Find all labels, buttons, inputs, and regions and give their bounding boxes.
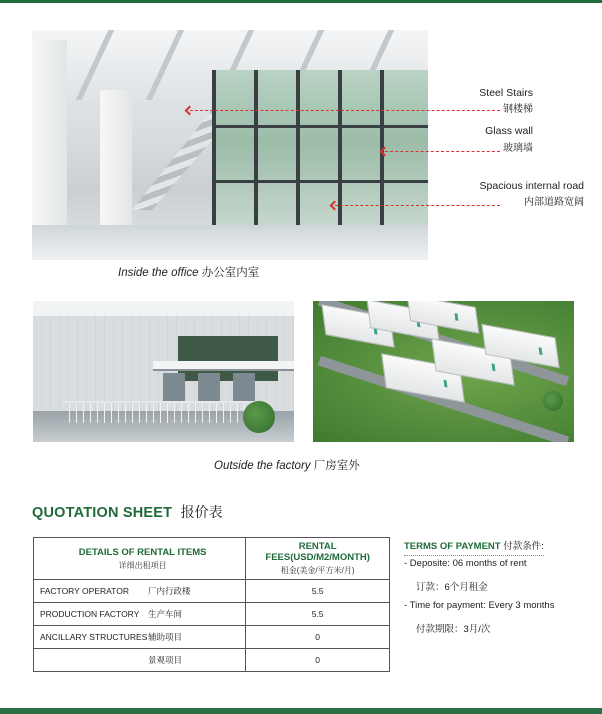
term-time-zh: 付款期限：3月/次 — [416, 624, 491, 635]
row-fee: 0 — [246, 626, 390, 649]
quotation-title-en: QUOTATION SHEET — [32, 505, 173, 521]
tree — [543, 391, 563, 411]
callout-road-zh: 内部道路宽阔 — [524, 197, 584, 208]
callout-stairs-en: Steel Stairs — [479, 87, 533, 99]
glass-transom — [212, 125, 428, 128]
factory-caption — [214, 457, 360, 473]
loading-door — [198, 373, 220, 403]
row-item-en: PRODUCTION FACTORY — [40, 609, 140, 619]
terms-title — [404, 538, 544, 556]
pillar — [100, 90, 132, 230]
header-fees-zh: 租金(美金/平方米/月) — [280, 566, 355, 575]
row-item-zh: 景观项目 — [148, 655, 183, 665]
term-deposit-en: - Deposite: 06 months of rent — [404, 558, 527, 569]
glass-wall — [212, 70, 428, 230]
header-items — [34, 538, 246, 580]
row-fee: 0 — [246, 649, 390, 672]
quotation-title-zh: 报价表 — [180, 504, 223, 520]
row-item — [34, 580, 246, 603]
callout-glass-zh: 玻璃墙 — [503, 143, 533, 154]
office-caption-zh: 办公室内室 — [201, 267, 260, 279]
wall-left — [32, 40, 67, 230]
table-row — [34, 580, 390, 603]
factory-caption-zh: 厂房室外 — [313, 460, 360, 472]
top-rule — [0, 0, 602, 3]
bottom-rule — [0, 708, 602, 714]
office-caption-en: Inside the office — [118, 267, 199, 279]
callout-line-glass — [385, 151, 500, 152]
factory-caption-en: Outside the factory — [214, 460, 311, 472]
callout-line-stairs — [190, 110, 500, 111]
office-interior-photo — [32, 30, 428, 260]
glass-mullion — [254, 70, 258, 230]
header-items-en: DETAILS OF RENTAL ITEMS — [78, 546, 207, 558]
table-row — [34, 649, 390, 672]
header-fees — [246, 538, 390, 580]
row-fee: 5.5 — [246, 603, 390, 626]
row-item — [34, 626, 246, 649]
factory-exterior-photo — [33, 301, 294, 442]
loading-door — [233, 373, 255, 403]
quotation-title — [32, 502, 223, 522]
row-item-zh: 生产车间 — [148, 609, 183, 619]
table-header-row — [34, 538, 390, 580]
row-item-zh: 辅助项目 — [148, 632, 183, 642]
row-item-en: ANCILLARY STRUCTURES — [40, 632, 148, 642]
row-item-zh: 厂内行政楼 — [148, 586, 191, 596]
quotation-table — [33, 537, 390, 672]
fence — [63, 401, 263, 423]
factory-office-block — [178, 336, 278, 381]
loading-canopy — [153, 361, 294, 371]
terms-title-en: TERMS OF PAYMENT — [404, 541, 501, 552]
row-fee: 5.5 — [246, 580, 390, 603]
table-row — [34, 626, 390, 649]
floor — [32, 225, 428, 260]
callout-stairs-zh: 钢楼梯 — [503, 104, 533, 115]
loading-door — [163, 373, 185, 403]
glass-transom — [212, 180, 428, 183]
glass-mullion — [296, 70, 300, 230]
glass-mullion — [212, 70, 216, 230]
term-deposit-zh: 订款：6个月租金 — [416, 582, 488, 593]
row-item — [34, 603, 246, 626]
callout-road-en: Spacious internal road — [479, 180, 584, 192]
row-item — [34, 649, 246, 672]
callout-line-road — [335, 205, 500, 206]
terms-title-zh: 付款条件: — [503, 541, 544, 552]
term-time-en: - Time for payment: Every 3 months — [404, 600, 555, 611]
header-items-zh: 详细出租项目 — [118, 560, 167, 570]
table-row — [34, 603, 390, 626]
factory-aerial-photo — [313, 301, 574, 442]
office-caption — [118, 264, 259, 280]
steel-stairs — [132, 110, 212, 210]
row-item-en: FACTORY OPERATOR — [40, 586, 129, 596]
tree — [243, 401, 275, 433]
callout-glass-en: Glass wall — [485, 125, 533, 137]
terms-of-payment — [404, 536, 594, 556]
header-fees-en: RENTAL FEES(USD/M2/MONTH) — [265, 541, 370, 563]
